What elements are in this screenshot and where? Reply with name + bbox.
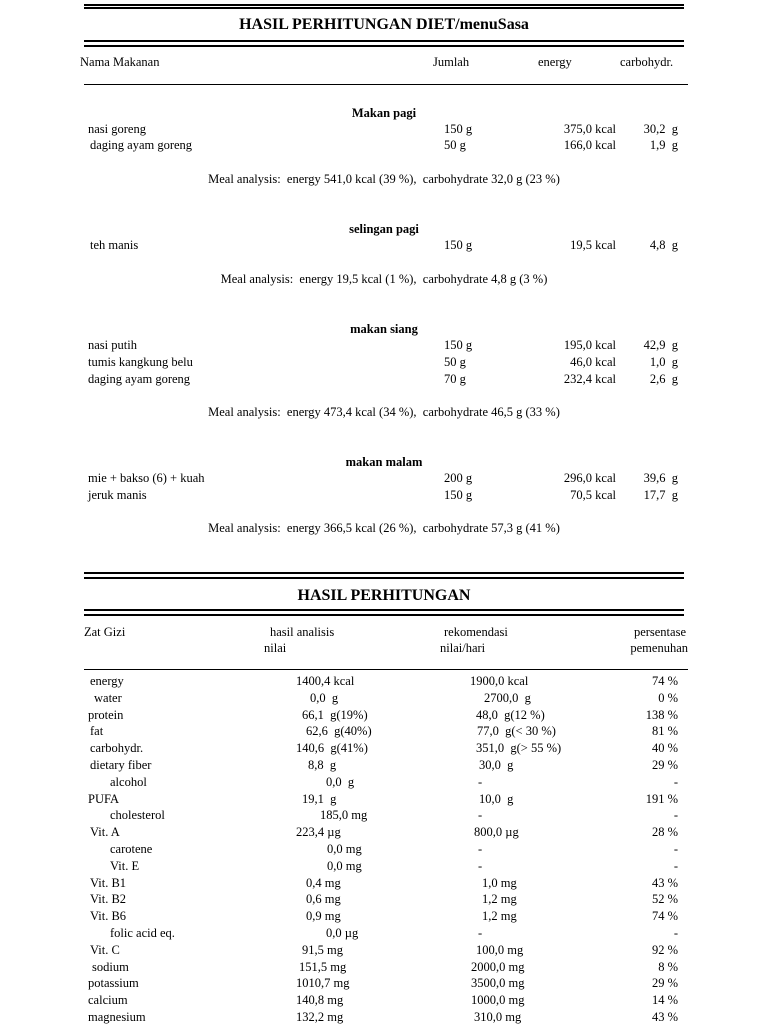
recommended-value: 1,2 mg [482, 892, 517, 907]
meal-item-row [0, 470, 768, 487]
head-recommend: rekomendasi [444, 625, 508, 639]
head-percent-sub: pemenuhan [630, 641, 688, 655]
head-nutrient: Zat Gizi [84, 625, 126, 639]
result-header-row1 [0, 624, 768, 641]
analysis-value: 0,0 g [310, 690, 339, 705]
food-carb: 42,9 g [643, 338, 678, 352]
meal-title: makan malam [345, 455, 423, 469]
percent-fulfilled: 191 % [645, 791, 678, 806]
meal-analysis: Meal analysis: energy 473,4 kcal (34 %), carbohydrate 46,5 g (33 %) [208, 405, 560, 419]
analysis-value: 1010,7 mg [296, 976, 350, 991]
analysis-value: 185,0 mg [320, 808, 368, 823]
food-energy: 375,0 kcal [563, 122, 616, 136]
food-qty: 70 g [444, 372, 466, 386]
meal-analysis: Meal analysis: energy 19,5 kcal (1 %), carbohydrate 4,8 g (3 %) [220, 272, 548, 286]
nutrient-name: protein [88, 707, 124, 722]
result-header-underline [84, 669, 688, 670]
nutrient-row [0, 875, 768, 892]
food-carb: 4,8 g [649, 238, 678, 252]
analysis-value: 66,1 g(19%) [302, 707, 368, 722]
food-carb: 30,2 g [643, 122, 678, 136]
nutrient-row [0, 707, 768, 724]
recommended-value: 2000,0 mg [471, 959, 525, 974]
analysis-value: 140,6 g(41%) [296, 741, 368, 756]
food-carb: 1,9 g [649, 138, 678, 152]
head-analysis: hasil analisis [270, 625, 335, 639]
meal-item-row [0, 121, 768, 138]
meal-item-row [0, 137, 768, 154]
food-name: daging ayam goreng [90, 138, 193, 152]
analysis-value: 0,0 mg [327, 842, 362, 856]
meal-analysis: Meal analysis: energy 366,5 kcal (26 %), carbohydrate 57,3 g (41 %) [208, 521, 560, 535]
analysis-value: 8,8 g [308, 758, 337, 772]
nutrient-row [0, 975, 768, 992]
percent-fulfilled: - [673, 774, 678, 789]
nutrient-row [0, 992, 768, 1009]
meal-item-row [0, 354, 768, 371]
food-qty: 200 g [444, 471, 473, 485]
nutrient-name: Vit. E [110, 858, 140, 873]
food-name: nasi goreng [88, 122, 146, 136]
food-qty: 50 g [444, 355, 466, 369]
percent-fulfilled: 43 % [651, 875, 678, 890]
nutrient-name: Vit. A [90, 825, 120, 840]
percent-fulfilled: 28 % [651, 825, 678, 840]
food-energy: 166,0 kcal [563, 138, 616, 152]
col-header-name: Nama Makanan [80, 55, 160, 69]
nutrient-row [0, 740, 768, 757]
nutrient-name: folic acid eq. [110, 926, 175, 940]
meal-title: makan siang [350, 322, 418, 336]
nutrient-row [0, 673, 768, 690]
header-underline [84, 84, 688, 85]
food-carb: 2,6 g [649, 372, 678, 386]
nutrient-name: carbohydr. [90, 741, 144, 756]
meal-item-row [0, 237, 768, 254]
recommended-value: 351,0 g(> 55 %) [476, 741, 562, 756]
title-double-rule [84, 40, 684, 47]
nutrient-name: PUFA [88, 791, 120, 806]
nutrient-row [0, 925, 768, 942]
food-energy: 296,0 kcal [563, 471, 616, 485]
nutrient-row [0, 959, 768, 976]
percent-fulfilled: - [673, 808, 678, 823]
analysis-value: 19,1 g [302, 791, 337, 806]
col-header-energy: energy [538, 55, 572, 69]
meal-title: selingan pagi [349, 222, 419, 236]
page-title: HASIL PERHITUNGAN DIET/menuSasa [239, 16, 529, 33]
analysis-value: 151,5 mg [299, 959, 347, 974]
nutrient-name: carotene [110, 842, 153, 856]
percent-fulfilled: 14 % [651, 993, 678, 1008]
recommended-value: 2700,0 g [484, 690, 531, 705]
food-name: mie + bakso (6) + kuah [88, 471, 205, 485]
percent-fulfilled: - [673, 926, 678, 940]
recommended-value: - [478, 842, 483, 856]
meal-item-row [0, 337, 768, 354]
meal-item-row [0, 371, 768, 388]
recommended-value: 30,0 g [479, 758, 514, 772]
food-qty: 150 g [444, 488, 473, 502]
result-title-double-rule [84, 609, 684, 616]
percent-fulfilled: 81 % [651, 724, 678, 739]
recommended-value: 48,0 g(12 %) [476, 707, 545, 722]
recommended-value: 77,0 g(< 30 %) [477, 724, 556, 739]
nutrient-row [0, 858, 768, 875]
top-double-rule [84, 4, 684, 9]
result-title: HASIL PERHITUNGAN [297, 587, 471, 604]
nutrient-name: Vit. B1 [90, 875, 127, 890]
food-name: jeruk manis [88, 488, 147, 502]
recommended-value: 3500,0 mg [471, 976, 525, 991]
food-energy: 19,5 kcal [570, 238, 616, 252]
food-name: tumis kangkung belu [88, 355, 193, 369]
percent-fulfilled: - [673, 842, 678, 856]
analysis-value: 0,6 mg [306, 892, 341, 907]
percent-fulfilled: 74 % [651, 674, 678, 688]
percent-fulfilled: 74 % [651, 909, 678, 924]
meal-title: Makan pagi [351, 106, 417, 120]
nutrient-row [0, 841, 768, 858]
recommended-value: - [478, 858, 483, 873]
nutrient-name: fat [90, 724, 104, 739]
nutrient-row [0, 723, 768, 740]
percent-fulfilled: 8 % [658, 959, 678, 974]
recommended-value: 10,0 g [479, 791, 514, 806]
result-double-rule [84, 572, 684, 579]
recommended-value: 1900,0 kcal [470, 674, 529, 688]
food-carb: 17,7 g [643, 488, 678, 502]
meal-table-header [0, 54, 768, 71]
food-energy: 46,0 kcal [570, 355, 616, 369]
nutrient-row [0, 908, 768, 925]
food-name: nasi putih [88, 338, 137, 352]
head-recommend-sub: nilai/hari [440, 641, 486, 655]
recommended-value: 1000,0 mg [471, 993, 525, 1008]
analysis-value: 91,5 mg [302, 942, 343, 957]
nutrient-name: sodium [92, 959, 129, 974]
food-carb: 1,0 g [649, 355, 678, 369]
analysis-value: 140,8 mg [296, 993, 344, 1008]
recommended-value: - [478, 774, 483, 789]
result-header-row2 [0, 640, 768, 657]
percent-fulfilled: 43 % [651, 1010, 678, 1024]
head-percent: persentase [633, 625, 686, 639]
nutrient-name: alcohol [110, 774, 147, 789]
percent-fulfilled: 52 % [651, 892, 678, 907]
percent-fulfilled: 40 % [651, 741, 678, 756]
nutrient-row [0, 791, 768, 808]
food-name: teh manis [90, 238, 139, 252]
recommended-value: 800,0 µg [474, 825, 519, 840]
nutrient-name: energy [90, 674, 124, 688]
food-qty: 150 g [444, 238, 473, 252]
recommended-value: - [478, 808, 483, 823]
nutrient-name: magnesium [88, 1010, 146, 1024]
food-qty: 150 g [444, 122, 473, 136]
percent-fulfilled: 138 % [645, 707, 678, 722]
recommended-value: 1,0 mg [482, 875, 517, 890]
analysis-value: 0,0 g [326, 774, 355, 789]
analysis-value: 132,2 mg [296, 1010, 344, 1024]
food-energy: 70,5 kcal [570, 488, 616, 502]
nutrient-row [0, 824, 768, 841]
percent-fulfilled: 29 % [651, 758, 678, 772]
recommended-value: 310,0 mg [474, 1010, 522, 1024]
analysis-value: 1400,4 kcal [296, 674, 355, 688]
food-qty: 50 g [444, 138, 466, 152]
recommended-value: 1,2 mg [482, 909, 517, 924]
analysis-value: 0,9 mg [306, 909, 341, 924]
nutrient-name: potassium [88, 976, 139, 991]
percent-fulfilled: 92 % [651, 942, 678, 957]
nutrient-name: cholesterol [110, 808, 165, 823]
analysis-value: 0,0 µg [326, 926, 359, 940]
nutrient-name: calcium [88, 993, 128, 1008]
recommended-value: - [478, 926, 483, 940]
nutrient-name: Vit. C [90, 942, 120, 957]
analysis-value: 0,4 mg [306, 875, 341, 890]
nutrient-row [0, 690, 768, 707]
nutrient-name: dietary fiber [90, 758, 152, 772]
percent-fulfilled: 0 % [658, 690, 678, 705]
analysis-value: 0,0 mg [327, 858, 362, 873]
nutrient-row [0, 1009, 768, 1026]
analysis-value: 62,6 g(40%) [306, 724, 372, 739]
food-energy: 232,4 kcal [563, 372, 616, 386]
food-qty: 150 g [444, 338, 473, 352]
food-energy: 195,0 kcal [563, 338, 616, 352]
analysis-value: 223,4 µg [296, 825, 341, 840]
recommended-value: 100,0 mg [476, 942, 524, 957]
nutrient-row [0, 807, 768, 824]
nutrient-row [0, 757, 768, 774]
nutrient-name: Vit. B2 [90, 892, 127, 907]
col-header-qty: Jumlah [433, 55, 470, 69]
nutrient-row [0, 942, 768, 959]
nutrient-name: water [94, 690, 122, 705]
head-analysis-sub: nilai [264, 641, 287, 655]
food-carb: 39,6 g [643, 471, 678, 485]
nutrient-name: Vit. B6 [90, 909, 127, 924]
nutrient-row [0, 891, 768, 908]
percent-fulfilled: - [673, 858, 678, 873]
nutrient-row [0, 774, 768, 791]
col-header-carb: carbohydr. [620, 55, 674, 69]
food-name: daging ayam goreng [88, 372, 191, 386]
meal-analysis: Meal analysis: energy 541,0 kcal (39 %), carbohydrate 32,0 g (23 %) [208, 172, 560, 186]
meal-item-row [0, 487, 768, 504]
percent-fulfilled: 29 % [651, 976, 678, 991]
